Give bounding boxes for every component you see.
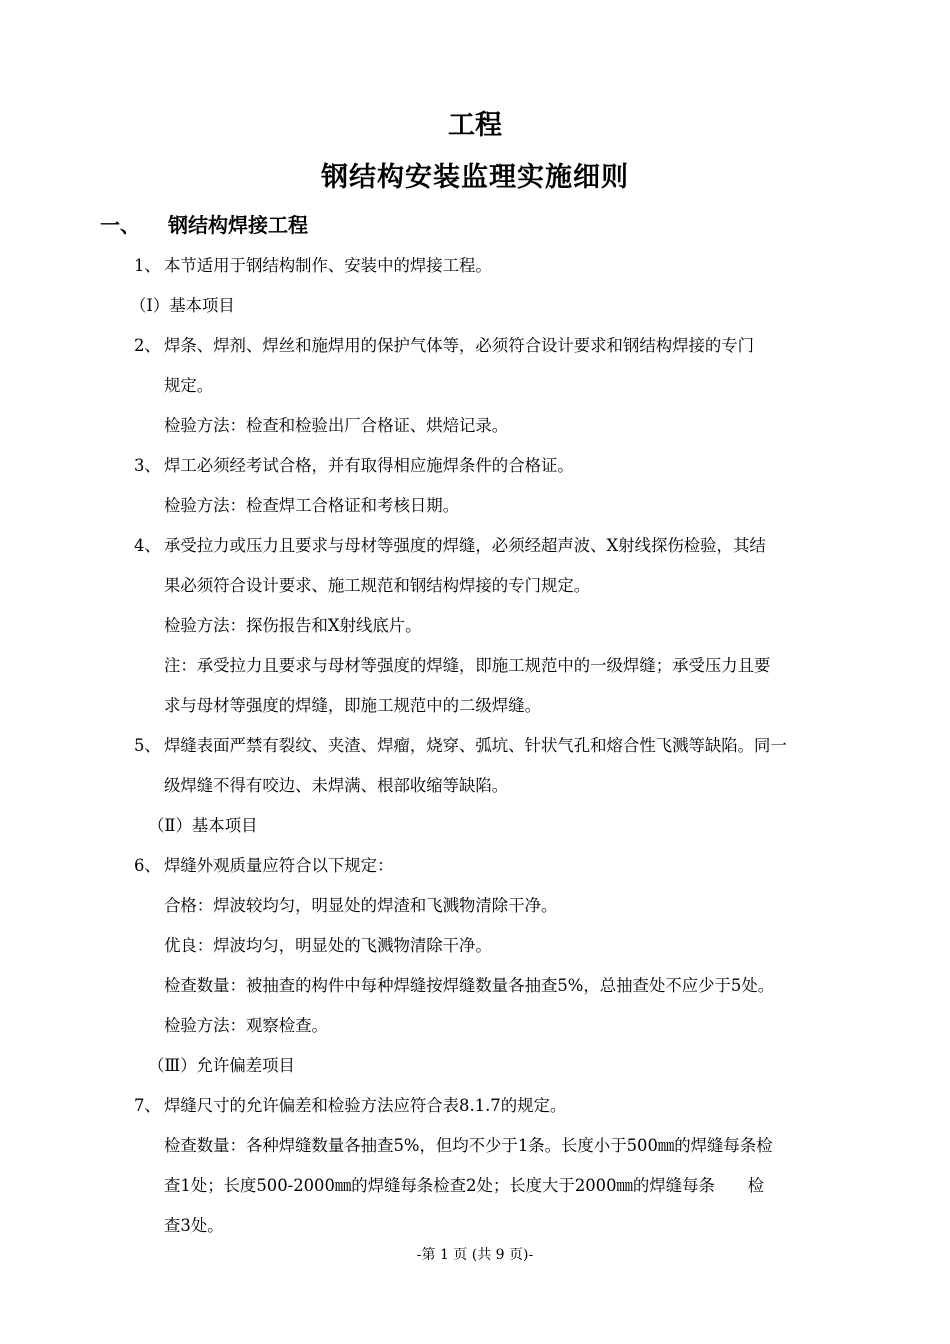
document-title: 工程	[448, 110, 502, 141]
item-7-check-quantity-cont: 查1处；长度500-2000㎜的焊缝每条检查2处；长度大于2000㎜的焊缝每条 检	[164, 1176, 765, 1195]
item-6-good-criteria: 优良：焊波均匀，明显处的飞溅物清除干净。	[164, 936, 492, 955]
group-heading-1: （Ⅰ）基本项目	[130, 296, 235, 315]
item-7-number: 7、	[134, 1096, 161, 1115]
item-6-pass-criteria: 合格：焊波较均匀，明显处的焊渣和飞溅物清除干净。	[164, 896, 558, 915]
item-6-check-method: 检验方法：观察检查。	[164, 1016, 328, 1035]
item-6-check-quantity: 检查数量：被抽查的构件中每种焊缝按焊缝数量各抽查5%，总抽查处不应少于5处。	[164, 976, 775, 995]
item-1-number: 1、	[134, 256, 161, 275]
item-6-text: 焊缝外观质量应符合以下规定：	[164, 856, 394, 875]
item-3-check-method: 检验方法：检查焊工合格证和考核日期。	[164, 496, 460, 515]
page-footer: -第 1 页 (共 9 页)-	[416, 1247, 534, 1263]
note-text-cont: 求与母材等强度的焊缝，即施工规范中的二级焊缝。	[164, 696, 541, 715]
item-5-number: 5、	[134, 736, 161, 755]
note-text: 注：承受拉力且要求与母材等强度的焊缝，即施工规范中的一级焊缝；承受压力且要	[164, 656, 771, 675]
item-3-number: 3、	[134, 456, 161, 475]
item-5-text: 焊缝表面严禁有裂纹、夹渣、焊瘤，烧穿、弧坑、针状气孔和熔合性飞溅等缺陷。同一	[164, 736, 787, 755]
item-2-text-cont: 规定。	[164, 376, 214, 395]
item-4-check-method: 检验方法：探伤报告和X射线底片。	[164, 616, 422, 635]
group-heading-3: （Ⅲ）允许偏差项目	[148, 1056, 295, 1075]
item-1-text: 本节适用于钢结构制作、安装中的焊接工程。	[164, 256, 492, 275]
item-7-text: 焊缝尺寸的允许偏差和检验方法应符合表8.1.7的规定。	[164, 1096, 567, 1115]
item-2-number: 2、	[134, 336, 161, 355]
group-heading-2: （Ⅱ）基本项目	[148, 816, 258, 835]
item-7-check-quantity-end: 查3处。	[164, 1216, 224, 1235]
item-7-check-quantity: 检查数量：各种焊缝数量各抽查5%，但均不少于1条。长度小于500㎜的焊缝每条检	[164, 1136, 773, 1155]
document-subtitle: 钢结构安装监理实施细则	[321, 162, 629, 193]
item-2-check-method: 检验方法：检查和检验出厂合格证、烘焙记录。	[164, 416, 509, 435]
section-number: 一、	[100, 213, 140, 237]
item-5-text-cont: 级焊缝不得有咬边、未焊满、根部收缩等缺陷。	[164, 776, 509, 795]
item-6-number: 6、	[134, 856, 161, 875]
item-4-number: 4、	[134, 536, 161, 555]
item-4-text-cont: 果必须符合设计要求、施工规范和钢结构焊接的专门规定。	[164, 576, 591, 595]
item-3-text: 焊工必须经考试合格，并有取得相应施焊条件的合格证。	[164, 456, 574, 475]
item-2-text: 焊条、焊剂、焊丝和施焊用的保护气体等，必须符合设计要求和钢结构焊接的专门	[164, 336, 755, 355]
section-title: 钢结构焊接工程	[168, 213, 308, 237]
item-4-text: 承受拉力或压力且要求与母材等强度的焊缝，必须经超声波、X射线探伤检验，其结	[164, 536, 766, 555]
